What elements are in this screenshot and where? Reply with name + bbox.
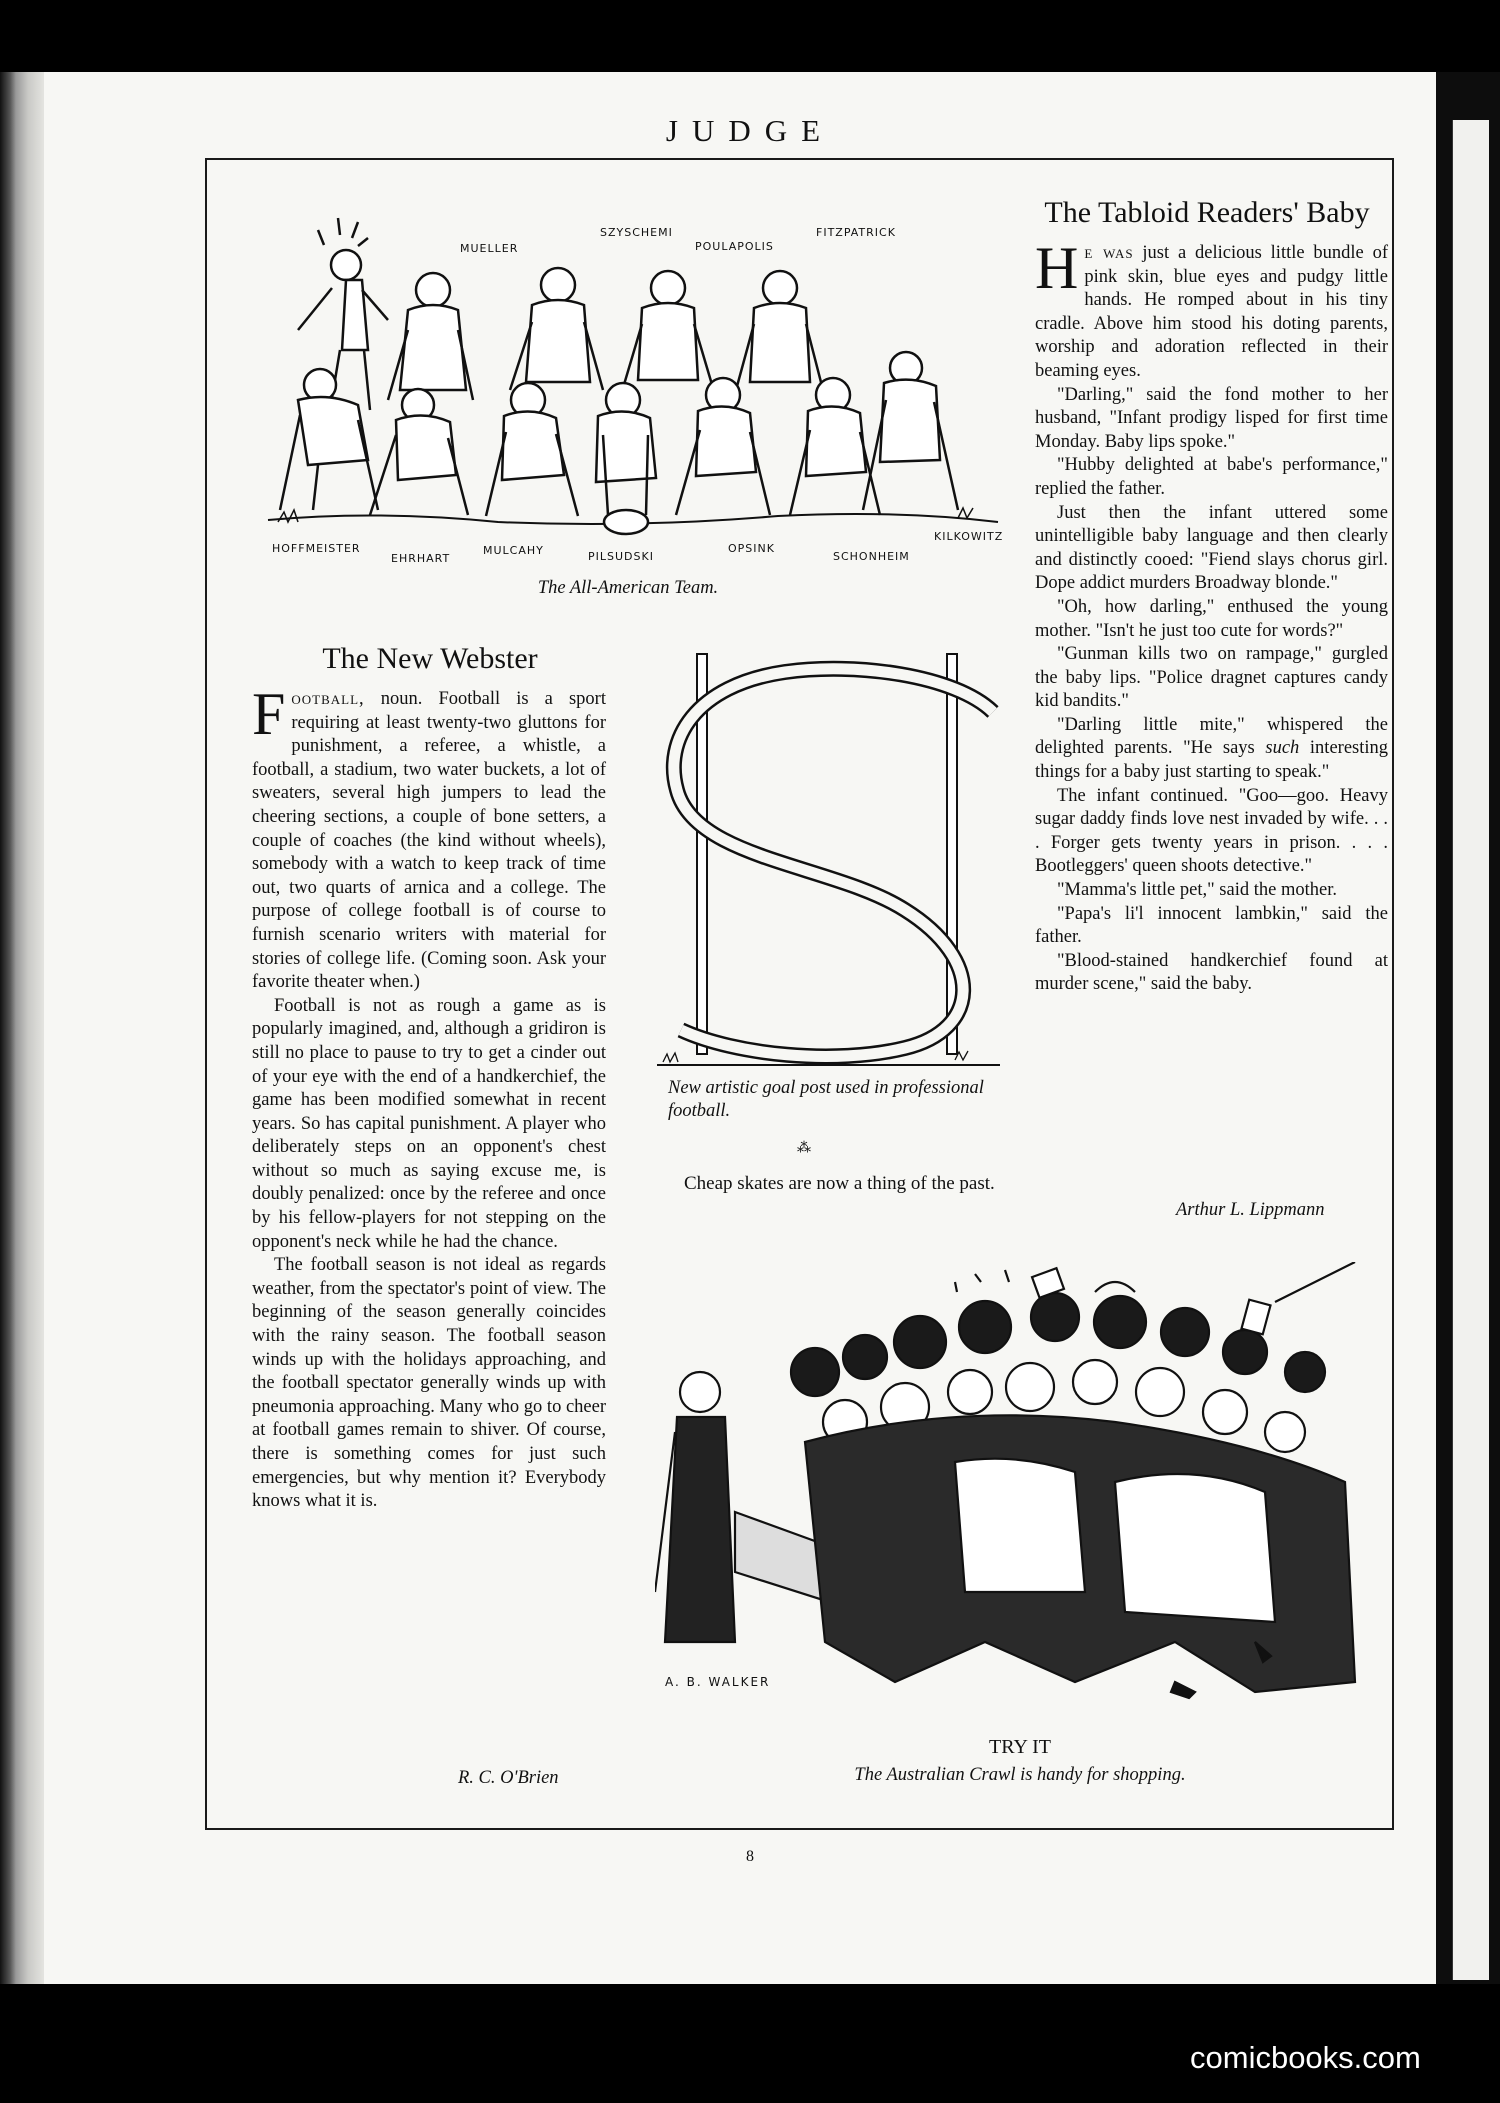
- paragraph: Just then the infant uttered some unintelligible baby language and then clearly and distinctly cooed: "Fiend slays chorus girl. Dope addict murders Broadway blonde.": [1035, 502, 1388, 594]
- section-ornament: ⁂: [797, 1141, 813, 1156]
- team-caption: The All-American Team.: [537, 578, 719, 598]
- dropcap: H: [1035, 235, 1079, 301]
- try-it-title: TRY IT: [988, 1736, 1052, 1758]
- all-american-team-illustration: [258, 210, 1010, 575]
- page-number: 8: [746, 1848, 754, 1865]
- player-name-label: OPSINK: [728, 542, 775, 555]
- goal-post-caption: New artistic goal post used in professional football.: [668, 1078, 984, 1121]
- artist-signature: A. B. WALKER: [665, 1675, 771, 1689]
- new-webster-text: [252, 681, 606, 1514]
- lead-smallcaps: ootball,: [291, 689, 365, 709]
- crowd-shopping-illustration: [655, 1262, 1375, 1707]
- paragraph: The football season is not ideal as regards weather, from the spectator's point of view. The beginning of the season generally coincides with the rainy season. The football season winds up with the holidays approaching, and the football spectator generally winds up with pneumonia approaching. Many who go to cheer at football games remain to shiver. Of course, there is something comes for just such emergencies, but why mention it? Everybody knows what it is.: [252, 1255, 606, 1512]
- paragraph: "Blood-stained handkerchief found at murder scene," said the baby.: [1035, 950, 1388, 995]
- player-name-label: SCHONHEIM: [833, 550, 910, 563]
- player-name-label: FITZPATRICK: [816, 226, 896, 239]
- lead-smallcaps: e was: [1084, 243, 1134, 263]
- watermark: comicbooks.com: [1190, 2040, 1421, 2075]
- player-name-label: EHRHART: [391, 552, 451, 565]
- paragraph: Football is not as rough a game as is popularly imagined, and, although a gridiron is still no place to pause to try to get a cinder out of your eye with the end of a handkerchief, the game has been modified somewhat in recent years. So has capital punishment. A player who deliberately steps on an opponent's chest without so much as saying excuse me, is doubly penalized: once by the referee and once by his fellow-players for not stepping on the opponent's neck while he had the chance.: [252, 995, 606, 1252]
- cheap-skates-quip: [684, 1172, 1000, 1196]
- tabloid-text: [1035, 235, 1389, 997]
- paragraph: "Mamma's little pet," said the mother.: [1057, 880, 1337, 901]
- player-name-label: MULCAHY: [483, 544, 544, 557]
- next-page-sliver: [1452, 120, 1489, 1980]
- paragraph: "Gunman kills two on rampage," gurgled the baby lips. "Police dragnet captures candy kid bandits.": [1035, 644, 1388, 712]
- paragraph: The infant continued. "Goo—goo. Heavy sugar daddy finds love nest invaded by wife. . . . Forger gets twenty years in prison. . . . Bootleggers' queen shoots detective.": [1035, 785, 1388, 877]
- paragraph: "Oh, how darling," enthused the young mother. "Isn't he just too cute for words?": [1035, 596, 1388, 641]
- try-it-caption: The Australian Crawl is handy for shopping.: [854, 1765, 1186, 1785]
- player-name-label: SZYSCHEMI: [600, 226, 673, 239]
- paragraph: [1035, 714, 1388, 785]
- paragraph: "Darling," said the fond mother to her husband, "Infant prodigy lisped for first time Monday. Baby lips spoke.": [1035, 384, 1388, 452]
- new-webster-title: The New Webster: [322, 642, 538, 675]
- paragraph: "Papa's li'l innocent lambkin," said the father.: [1035, 903, 1388, 948]
- new-webster-byline: R. C. O'Brien: [458, 1768, 559, 1788]
- goal-post-illustration: [655, 650, 1005, 1080]
- tabloid-title: The Tabloid Readers' Baby: [1044, 196, 1370, 229]
- italic-emphasis: such: [1265, 738, 1300, 759]
- text-span: "Darling little mite," whispered the delighted parents. "He says: [1035, 714, 1388, 759]
- paragraph: just a delicious little bundle of pink skin, blue eyes and pudgy little hands. He romped about in his tiny cradle. Above him stood his doting parents, worship and adoration reflected in their beaming eyes.: [1035, 243, 1389, 381]
- tabloid-byline: Arthur L. Lippmann: [1176, 1200, 1325, 1220]
- paragraph: "Hubby delighted at babe's performance," replied the father.: [1035, 455, 1388, 499]
- dropcap: F: [252, 681, 286, 747]
- player-name-label: MUELLER: [460, 242, 519, 255]
- text-span: interesting things for a baby just starting to speak.": [1035, 738, 1389, 783]
- player-name-label: HOFFMEISTER: [272, 542, 361, 555]
- player-name-label: KILKOWITZ: [934, 530, 1004, 543]
- player-name-label: PILSUDSKI: [588, 550, 654, 563]
- paragraph: Cheap skates are now a thing of the past.: [684, 1173, 995, 1194]
- paragraph: noun. Football is a sport requiring at least twenty-two gluttons for punishment, a referee, a whistle, a football, a stadium, two water buckets, a lot of sweaters, several high jumpers to lead the cheering sections, a couple of bone setters, a couple of coaches (the kind without wheels), somebody with a watch to keep track of time out, two quarts of arnica and a college. The purpose of college football is of course to furnish scenario writers with material for stories of college life. (Coming soon. Ask your favorite theater when.): [252, 689, 606, 993]
- player-name-label: POULAPOLIS: [695, 240, 774, 253]
- magazine-title: JUDGE: [665, 113, 835, 148]
